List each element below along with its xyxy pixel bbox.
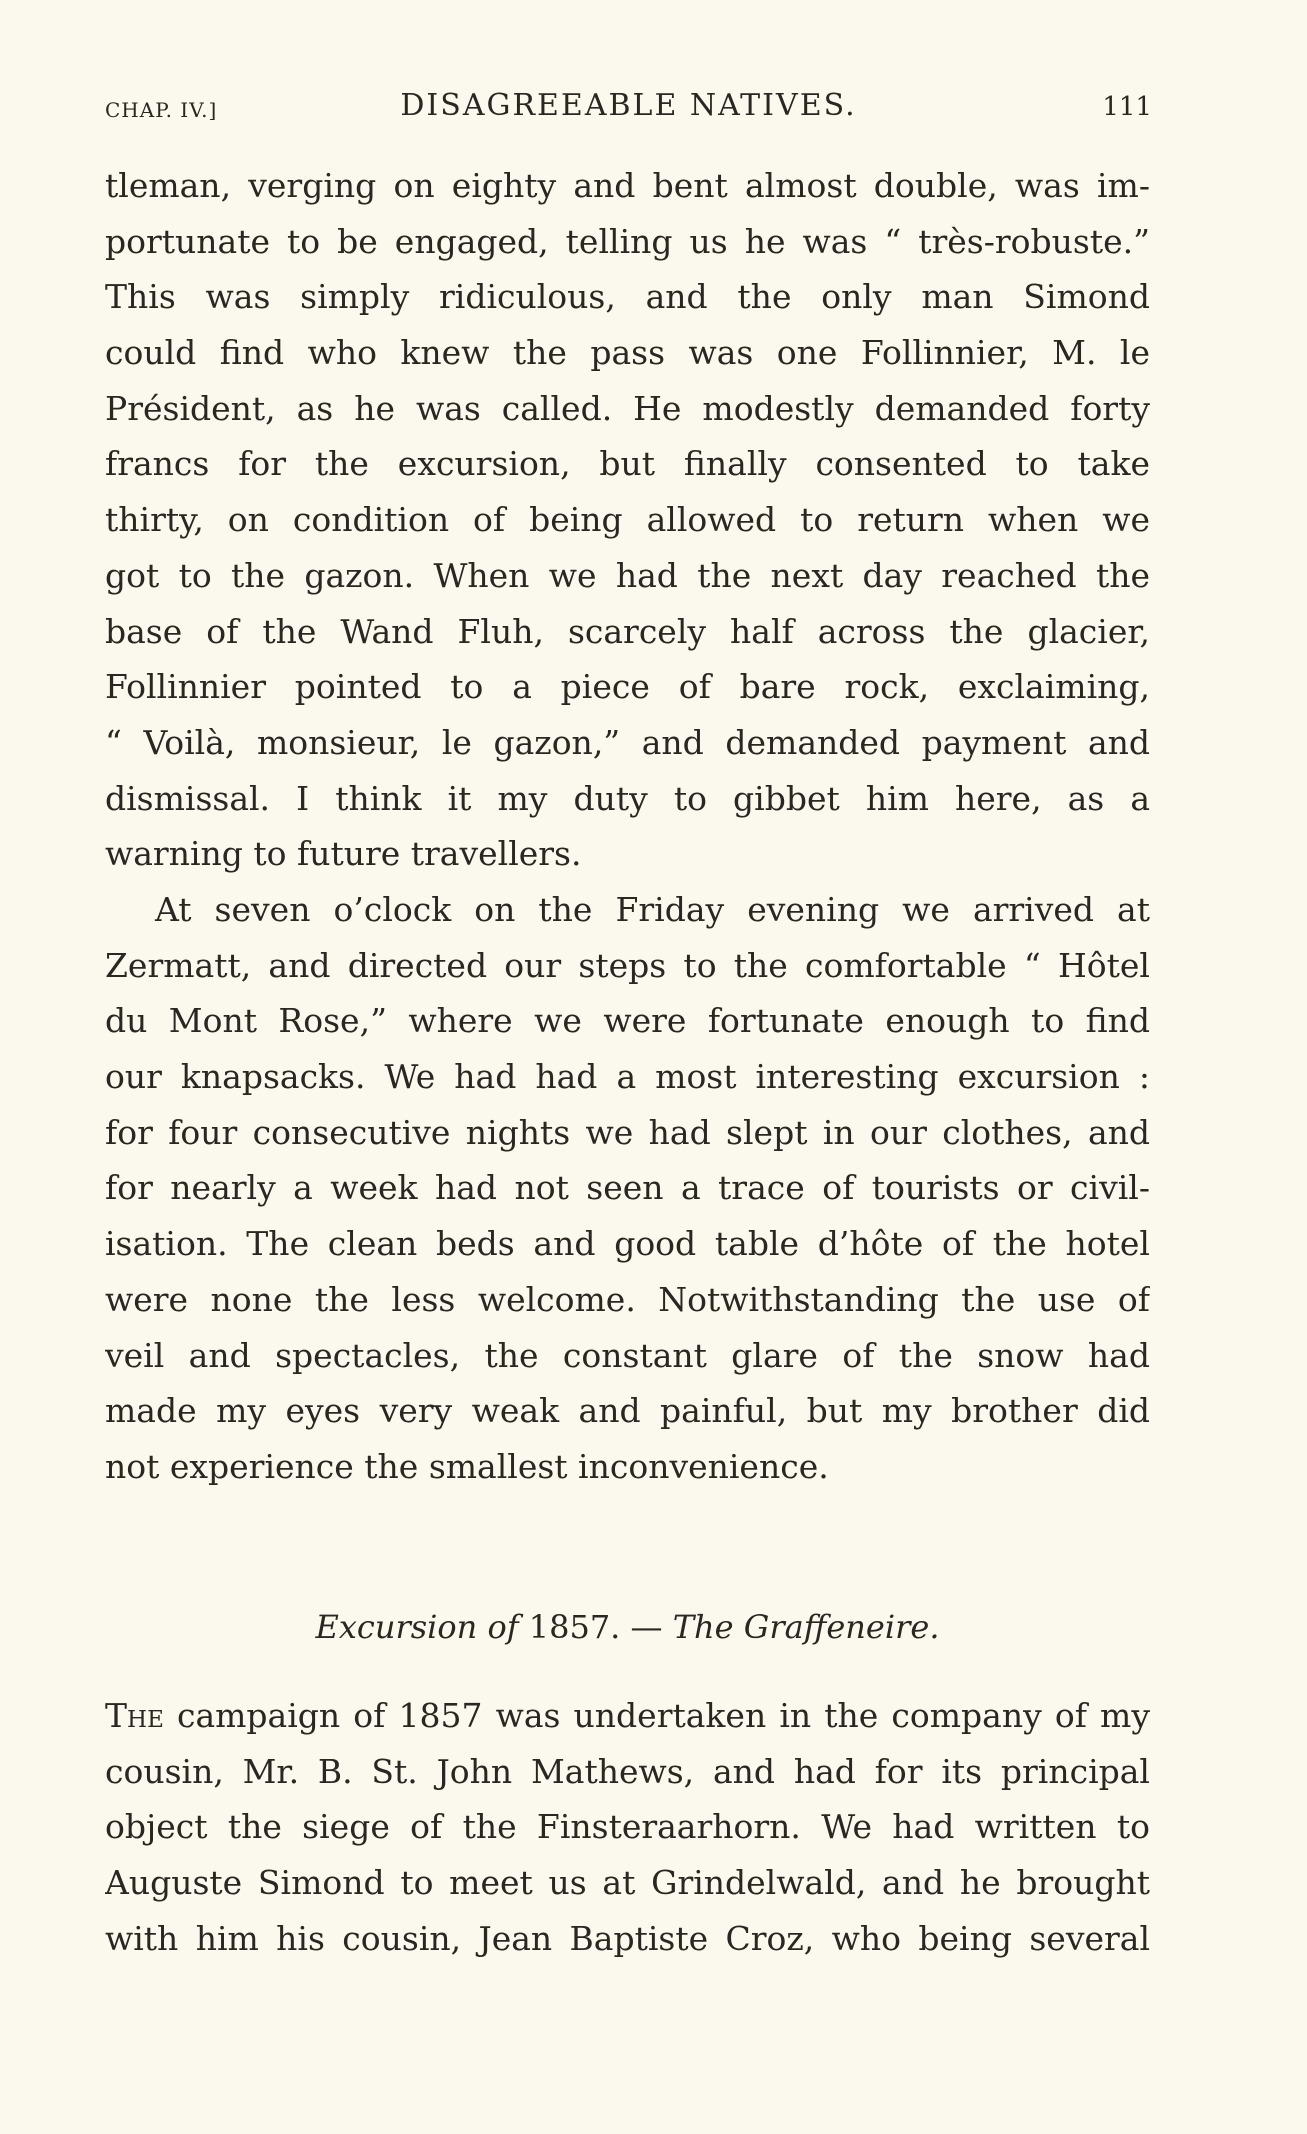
- text-line: du Mont Rose,” where we were fortunate enough to find: [105, 1001, 1150, 1041]
- chapter-label: CHAP. IV.]: [105, 98, 218, 122]
- text-line: veil and spectacles, the constant glare of the snow had: [105, 1335, 1150, 1375]
- text-line: for nearly a week had not seen a trace of tourists or civil-: [105, 1168, 1150, 1208]
- running-head: [105, 88, 1152, 128]
- text-line: with him his cousin, Jean Baptiste Croz, who being several: [105, 1918, 1150, 1958]
- text-line: Auguste Simond to meet us at Grindelwald, and he brought: [105, 1863, 1150, 1903]
- heading-year: 1857.: [528, 1608, 621, 1646]
- text-line: thirty, on condition of being allowed to return when we: [105, 500, 1150, 540]
- text-line: Président, as he was called. He modestly demanded forty: [105, 388, 1150, 428]
- text-line: warning to future travellers.: [105, 834, 582, 874]
- text-line: isation. The clean beds and good table d’hôte of the hotel: [105, 1224, 1150, 1264]
- heading-dash: —: [620, 1608, 673, 1646]
- page-number: 111: [1102, 92, 1152, 122]
- section-heading: [105, 1602, 1150, 1652]
- text-line: object the siege of the Finsteraarhorn. We had written to: [105, 1807, 1150, 1847]
- text-line: “ Voilà, monsieur, le gazon,” and demanded payment and: [105, 722, 1150, 762]
- text-line: made my eyes very weak and painful, but my brother did: [105, 1391, 1150, 1431]
- text-line: for four consecutive nights we had slept in our clothes, and: [105, 1112, 1150, 1152]
- heading-subject: The Graffeneire.: [672, 1608, 940, 1646]
- first-word: The: [105, 1696, 164, 1735]
- paragraph-1: [105, 158, 1150, 882]
- paragraph-3: [105, 1688, 1150, 1966]
- text-line: got to the gazon. When we had the next day reached the: [105, 555, 1150, 595]
- text-line: At seven o’clock on the Friday evening we arrived at: [155, 890, 1150, 929]
- text-line: dismissal. I think it my duty to gibbet him here, as a: [105, 778, 1150, 818]
- heading-word-of: of: [487, 1608, 519, 1646]
- text-line: our knapsacks. We had had a most interesting excursion :: [105, 1057, 1150, 1097]
- first-line-rest: campaign of 1857 was undertaken in the company of my: [163, 1696, 1150, 1735]
- text-line: cousin, Mr. B. St. John Mathews, and had for its principal: [105, 1751, 1150, 1791]
- text-line: portunate to be engaged, telling us he was “ très-robuste.”: [105, 221, 1150, 261]
- text-line: Follinnier pointed to a piece of bare rock, exclaiming,: [105, 667, 1150, 707]
- text-line: base of the Wand Fluh, scarcely half across the glacier,: [105, 611, 1150, 651]
- text-line-first: [105, 1688, 1150, 1744]
- text-line: were none the less welcome. Notwithstanding the use of: [105, 1279, 1150, 1319]
- paragraph-2: [105, 882, 1150, 1495]
- text-line: tleman, verging on eighty and bent almost double, was im-: [105, 166, 1150, 205]
- heading-word-excursion: Excursion: [315, 1608, 478, 1646]
- text-line: Zermatt, and directed our steps to the comfortable “ Hôtel: [105, 945, 1150, 985]
- text-line: francs for the excursion, but finally consented to take: [105, 444, 1150, 484]
- text-line: not experience the smallest inconvenience.: [105, 1446, 829, 1486]
- running-title: DISAGREEABLE NATIVES.: [400, 88, 857, 123]
- text-line: could find who knew the pass was one Follinnier, M. le: [105, 333, 1150, 373]
- text-line: This was simply ridiculous, and the only man Simond: [105, 277, 1150, 317]
